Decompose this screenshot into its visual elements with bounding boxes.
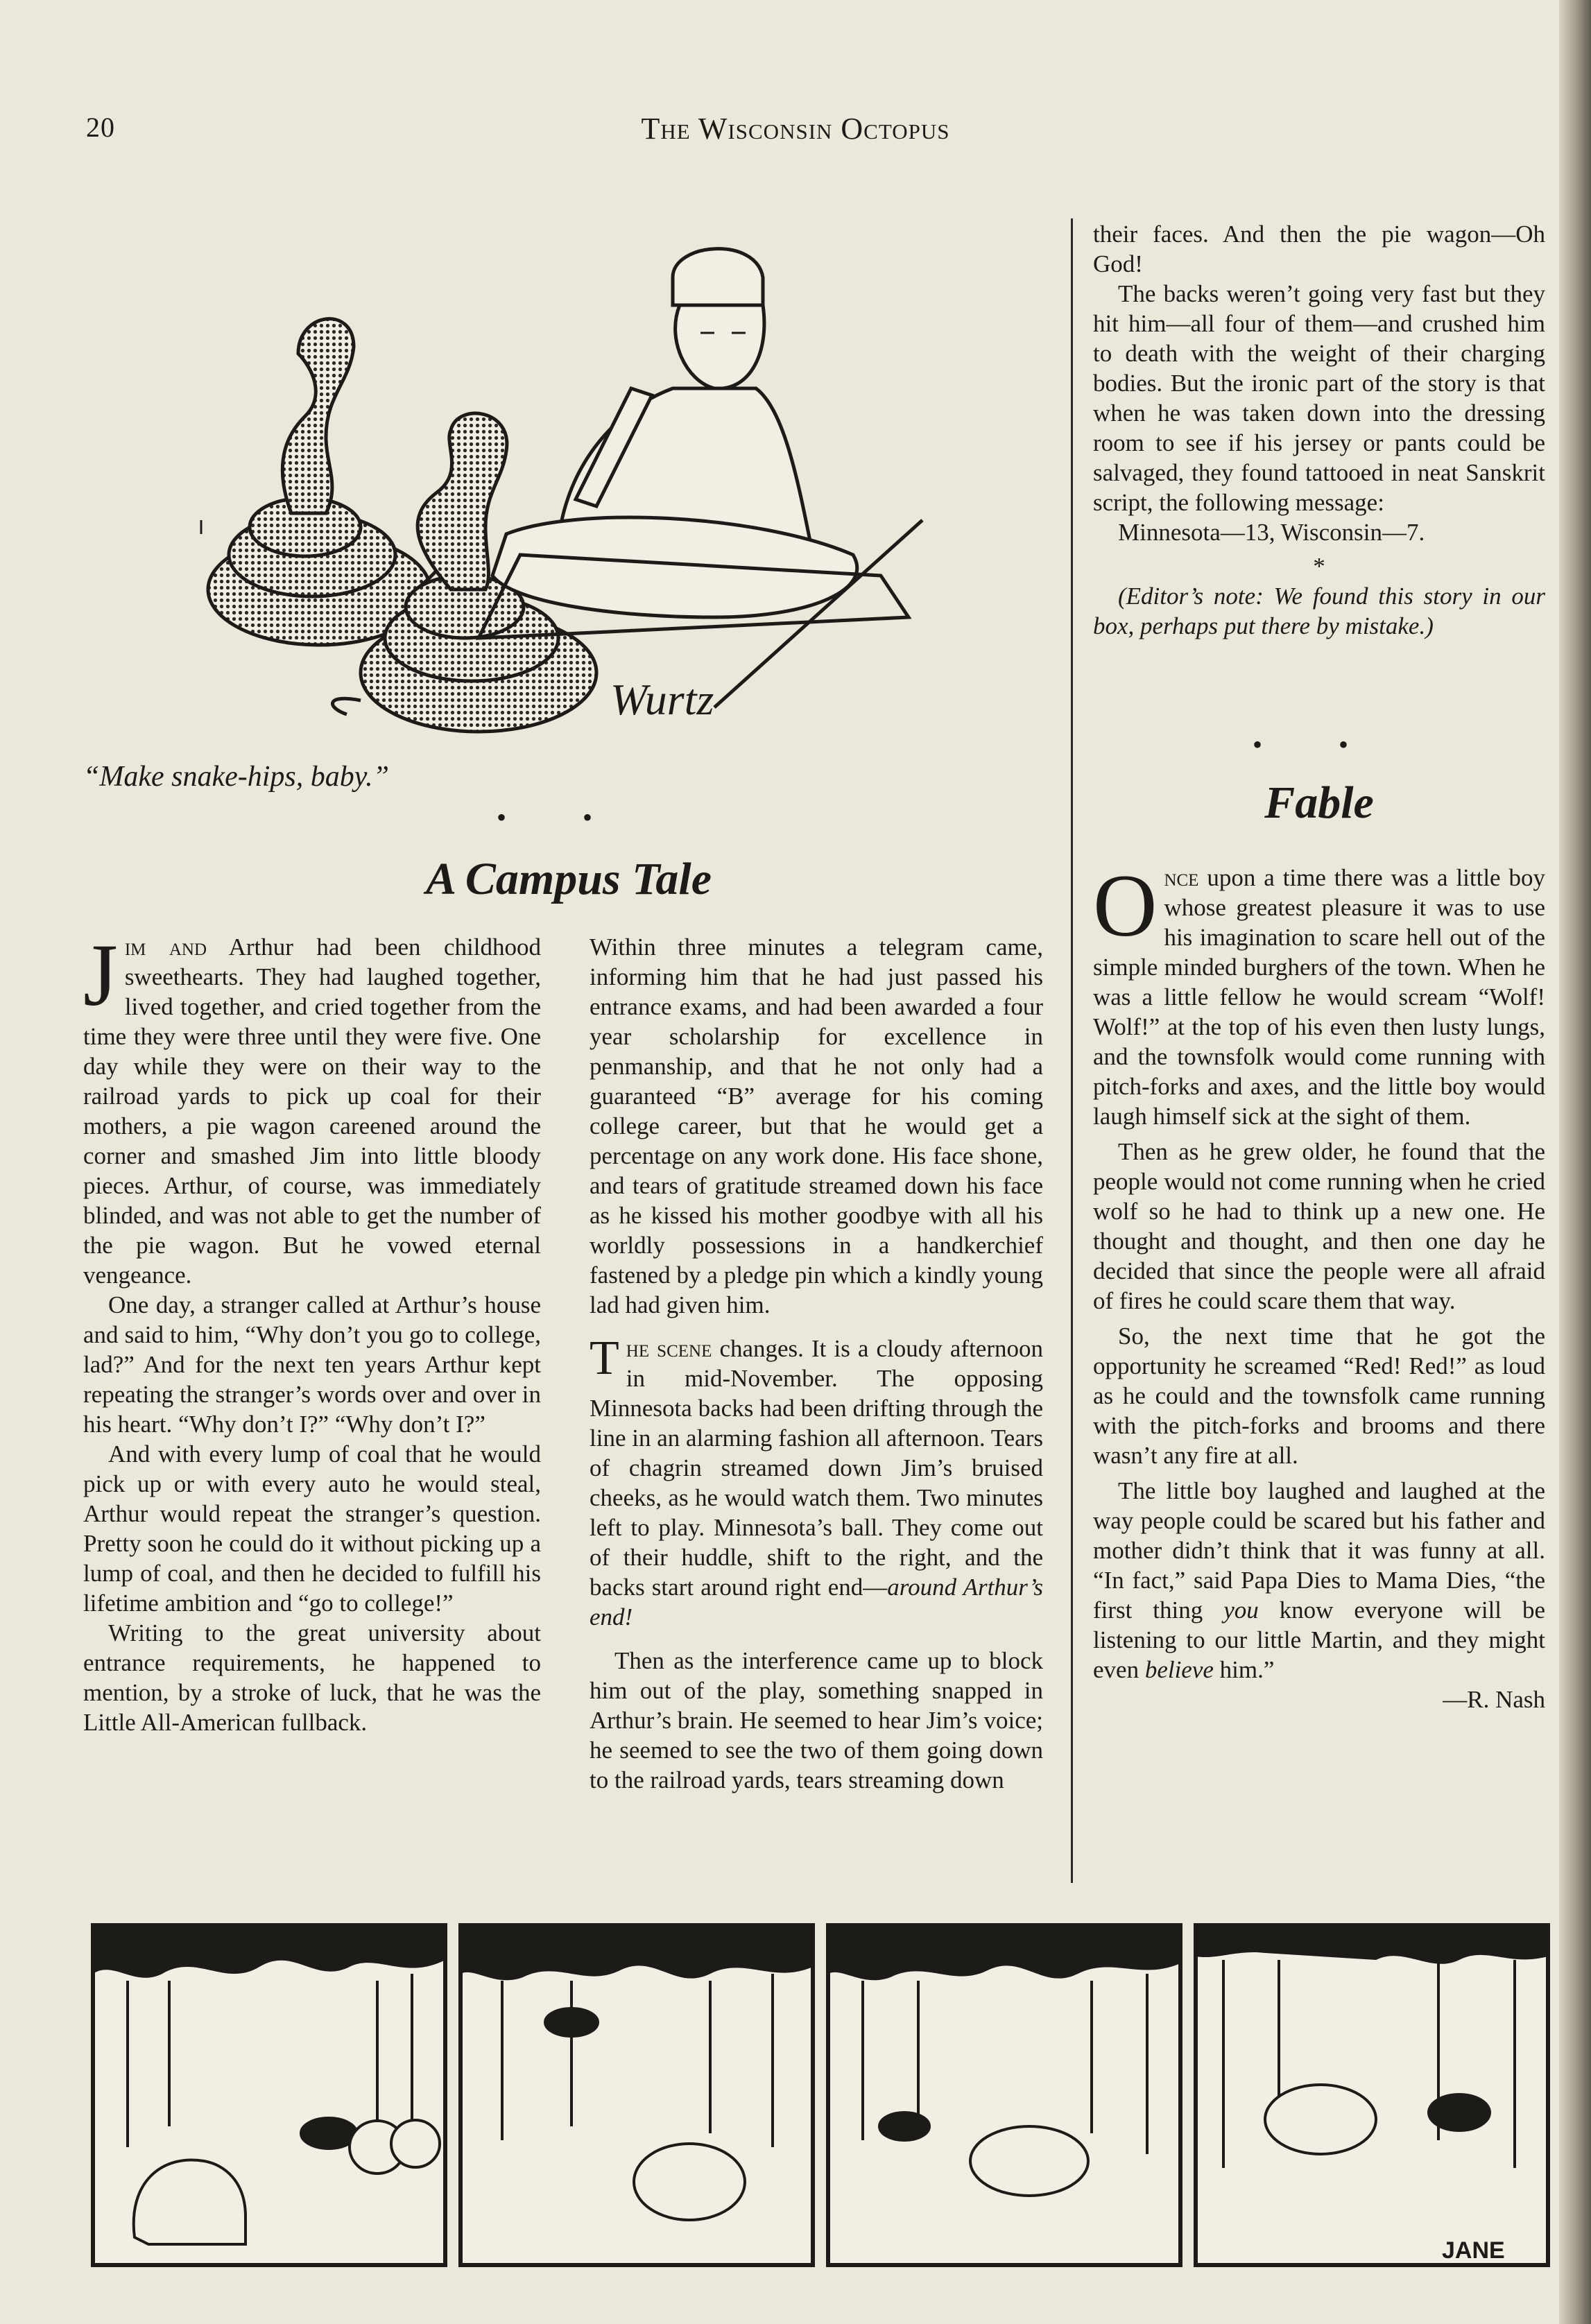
page-number: 20 [86, 112, 115, 143]
drop-cap: O [1093, 857, 1158, 955]
paragraph: Within three minutes a telegram came, informing him that he had just passed his entrance exams, and had been awarded a four year scholarship for excellence in penmanship, and that he not only had a guaranteed “B” average for his coming college career, but that he would get a percentage on any work done. His face shone, and tears of gratitude streamed down his face as he kissed his mother goodbye with all his worldly possessions in a handkerchief fastened by a pledge pin which a kindly young lad had given him. [590, 933, 1043, 1318]
emphasis: around Arthur’s end! [590, 1574, 1043, 1630]
comic-strip [86, 1918, 1559, 2279]
paragraph [83, 926, 541, 1290]
article-column-2 [590, 932, 1043, 1795]
asterisk: * [1313, 553, 1325, 580]
paragraph [1093, 1476, 1545, 1685]
column-rule [1071, 218, 1073, 1883]
paragraph-text: upon a time there was a little boy whose greatest pleasure it was to use his imagination to scare hell out of the simple minded burghers of the town. When he was a little fellow he would scream “Wolf! Wolf!” at the top of his even then lusty lungs, and the townsfolk would come running with pitch-forks and axes, and the little boy would laugh himself sick at the sight of them. [1093, 864, 1545, 1130]
paragraph: And with every lump of coal that he would pick up or with every auto he would steal, Arthur would repeat the stranger’s question. Pretty soon he could do it without picking up a lump of coal, and then he decided to fulfill his lifetime ambition and “go to college!” [83, 1440, 541, 1617]
paragraph: their faces. And then the pie wagon—Oh God! [1093, 221, 1545, 277]
page-edge [1559, 0, 1591, 2324]
article-title: A Campus Tale [425, 854, 712, 904]
snake-charmer-illustration [187, 229, 1006, 756]
article-column-1 [83, 926, 541, 1737]
paragraph: Then as the interference came up to block him out of the play, something snapped in Arthur’s brain. He seemed to hear Jim’s voice; he seemed to see the two of them going down to the railroad yards, tears streaming down [590, 1647, 1043, 1793]
cartoon-caption: “Make snake-hips, baby.” [83, 761, 389, 793]
paragraph: The backs weren’t going very fast but they hit him—all four of them—and crushed him to death with the weight of their charging bodies. But the ironic part of the story is that when he was taken down into the dressing room to see if his jersey or pants could be salvaged, they found tattooed in neat Sanskrit script, the following message: [1093, 280, 1545, 516]
emphasis: you [1223, 1596, 1259, 1624]
paragraph-text: The little boy laughed and laughed at the way people could be scared but his father and mother didn’t think that it was funny at all. “In fact,” said Papa Dies to Mama Dies, “the first thing [1093, 1477, 1545, 1624]
cartoon-signature: Wurtz [610, 675, 714, 724]
paragraph-text: know everyone will be listening to our little Martin, and they might even [1093, 1596, 1545, 1683]
comic-panel-4 [1196, 1925, 1548, 2265]
author-signature: —R. Nash [1443, 1686, 1545, 1713]
drop-cap: J [83, 926, 118, 1024]
fable-column [1093, 857, 1545, 1714]
note-body: : We found this story in our box, perhaps put there by mistake. [1093, 583, 1545, 639]
fable-title: Fable [1264, 777, 1374, 828]
note-paren: ( [1118, 583, 1126, 610]
paragraph: One day, a stranger called at Arthur’s house and said to him, “Why don’t you go to college, lad?” And for the next ten years Arthur kept repeating the stranger’s words over and over in his heart. “Why don’t I?” “Why don’t I?” [83, 1291, 541, 1438]
drop-cap: T [590, 1332, 619, 1385]
paragraph: Writing to the great university about entrance requirements, he happened to mention, by a stroke of luck, that he was the Little All-American fullback. [83, 1619, 541, 1736]
small-caps-lead: nce [1164, 864, 1199, 891]
emphasis: believe [1144, 1656, 1214, 1683]
paragraph-text: him.” [1213, 1656, 1275, 1683]
note-paren: ) [1425, 612, 1434, 639]
paragraph-text: changes. It is a cloudy afternoon in mid-November. The opposing Minnesota backs had been drifting through the line in an alarming fashion all afternoon. Tears of chagrin streamed down Jim’s bruised cheeks, as he would watch them. Two minutes left to play. Minnesota’s ball. They come out of their huddle, shift to the right, and the backs start around right end— [590, 1335, 1043, 1601]
comic-signature: JANE [1442, 2237, 1505, 2264]
small-caps-lead: he scene [626, 1335, 712, 1362]
score-line: Minnesota—13, Wisconsin—7. [1118, 519, 1425, 546]
separator-dots-1: • • [496, 802, 627, 833]
running-head: The Wisconsin Octopus [641, 112, 950, 146]
small-caps-lead: im and [124, 933, 207, 961]
separator-dots-2: • • [1252, 729, 1383, 760]
editors-note [1093, 581, 1545, 641]
paragraph: Then as he grew older, he found that the people would not come running when he cried wolf so he had to think up a new one. He thought and thought, and then one day he decided that since the people were all afraid of fires he could scare them that way. [1093, 1138, 1545, 1314]
paragraph-text: Arthur had been childhood sweethearts. They had laughed together, lived together, and cried together from the time they were three until they were five. One day while they were on their way to the railroad yards to pick up coal for their mothers, a pie wagon careened around the corner and smashed Jim into little bloody pieces. Arthur, of course, was immediately blinded, and was not able to get the number of the pie wagon. But he vowed eternal vengeance. [83, 933, 541, 1289]
paragraph [590, 1334, 1043, 1632]
paragraph: So, the next time that he got the opportunity he screamed “Red! Red!” as loud as he could and the townsfolk came running with the pitch-forks and brooms and there wasn’t any fire at all. [1093, 1323, 1545, 1469]
note-label: Editor’s note [1126, 583, 1256, 610]
paragraph [1093, 857, 1545, 1131]
article-column-3 [1093, 219, 1545, 641]
